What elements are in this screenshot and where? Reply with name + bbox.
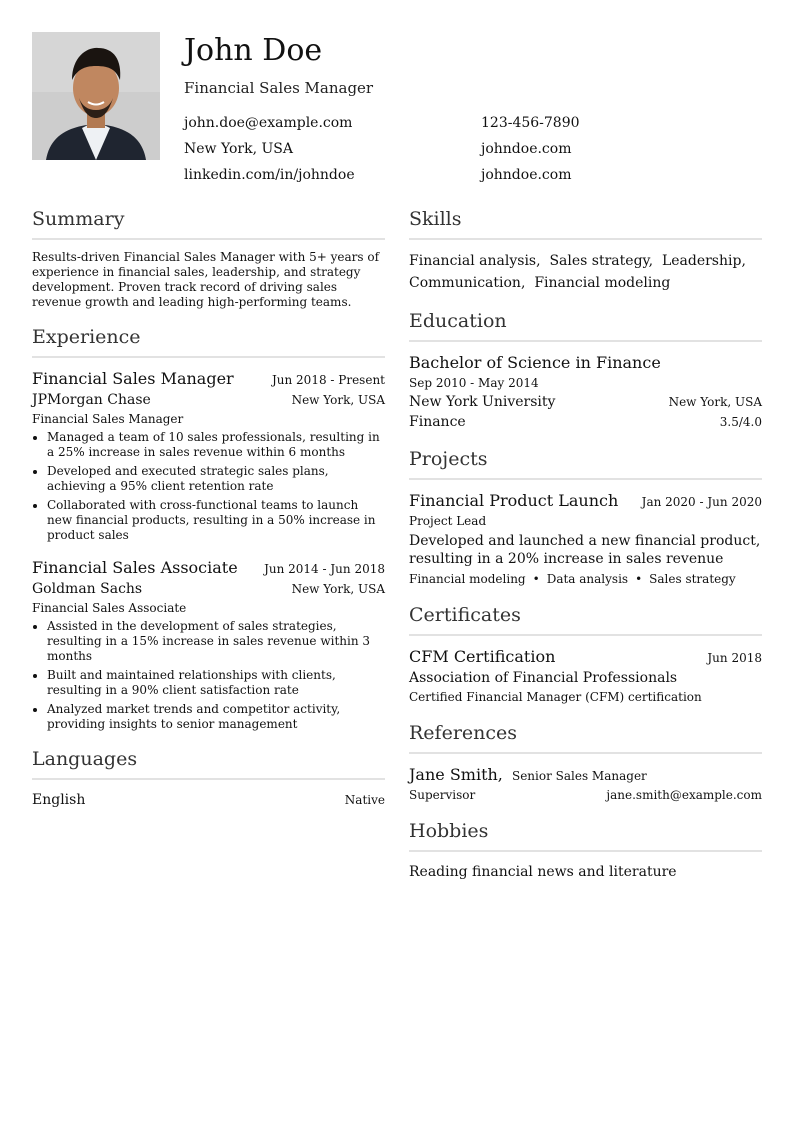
contact-website[interactable]: johndoe.com <box>481 141 572 157</box>
project-tags: Financial modeling • Data analysis • Sales strategy <box>409 572 736 586</box>
candidate-headline: Financial Sales Manager <box>184 79 374 97</box>
experience-location: New York, USA <box>291 393 385 407</box>
certificate-description: Certified Financial Manager (CFM) certification <box>409 690 702 704</box>
certificates-section <box>409 602 762 706</box>
experience-heading: Experience <box>32 324 385 358</box>
project-description: Developed and launched a new financial product, resulting in a 20% increase in sales revenue <box>409 533 761 567</box>
experience-position: Financial Sales Manager <box>32 369 234 388</box>
project-date: Jan 2020 - Jun 2020 <box>641 495 762 509</box>
project-tag: Data analysis <box>546 572 629 586</box>
experience-position: Financial Sales Associate <box>32 558 238 577</box>
avatar-illustration <box>32 32 160 160</box>
certificate-date: Jun 2018 <box>707 651 762 665</box>
hobbies-heading: Hobbies <box>409 818 762 852</box>
certificate-name: CFM Certification <box>409 647 556 666</box>
languages-section <box>32 746 385 810</box>
education-school: New York University <box>409 394 556 410</box>
certificate-issuer: Association of Financial Professionals <box>409 670 678 686</box>
reference-email[interactable]: jane.smith@example.com <box>606 788 762 802</box>
project-tag: Financial modeling <box>409 572 526 586</box>
experience-bullet: • Built and maintained relationships with clients, resulting in a 90% client satisfaction rate <box>47 668 385 698</box>
profile-photo <box>32 32 160 160</box>
references-section <box>409 720 762 804</box>
skill-item: Leadership <box>661 253 742 269</box>
skills-heading: Skills <box>409 206 762 240</box>
experience-bullets <box>32 619 385 732</box>
right-column <box>409 206 762 896</box>
education-gpa: 3.5/4.0 <box>719 415 762 429</box>
education-degree: Bachelor of Science in Finance <box>409 353 661 372</box>
reference-position: Senior Sales Manager <box>511 769 647 783</box>
projects-heading: Projects <box>409 446 762 480</box>
experience-bullet: • Analyzed market trends and competitor activity, providing insights to senior management <box>47 702 385 732</box>
experience-entry <box>32 557 385 732</box>
projects-section <box>409 446 762 588</box>
experience-date: Jun 2014 - Jun 2018 <box>264 562 385 576</box>
experience-entry <box>32 368 385 543</box>
skills-section <box>409 206 762 294</box>
experience-role: Financial Sales Associate <box>32 601 187 615</box>
education-heading: Education <box>409 308 762 342</box>
language-level: Native <box>344 793 385 807</box>
contact-website-secondary[interactable]: johndoe.com <box>481 167 572 183</box>
reference-name: Jane Smith, <box>409 765 503 784</box>
contact-phone[interactable]: 123-456-7890 <box>481 115 580 131</box>
contact-location: New York, USA <box>184 141 293 157</box>
experience-bullet: • Collaborated with cross-functional teams to launch new financial products, resulting in a 50% increase in product sales <box>47 498 385 543</box>
experience-date: Jun 2018 - Present <box>271 373 385 387</box>
project-tag: Sales strategy <box>649 572 736 586</box>
skill-item: Communication <box>409 275 521 291</box>
education-section <box>409 308 762 432</box>
hobbies-section <box>409 818 762 882</box>
contact-email[interactable]: john.doe@example.com <box>184 115 353 131</box>
skill-item: Sales strategy <box>549 253 649 269</box>
hobbies-text: Reading financial news and literature <box>409 864 677 880</box>
education-field: Finance <box>409 414 466 430</box>
project-name: Financial Product Launch <box>409 491 619 510</box>
language-name: English <box>32 792 86 808</box>
experience-company: JPMorgan Chase <box>32 392 151 408</box>
experience-section <box>32 324 385 732</box>
summary-section <box>32 206 385 310</box>
contact-linkedin[interactable]: linkedin.com/in/johndoe <box>184 167 355 183</box>
skill-item: Financial modeling <box>534 275 671 291</box>
experience-role: Financial Sales Manager <box>32 412 184 426</box>
reference-relation: Supervisor <box>409 788 476 802</box>
left-column <box>32 206 385 824</box>
skill-item: Financial analysis <box>409 253 537 269</box>
skills-list: Financial analysis, Sales strategy, Leadership, Communication, Financial modeling <box>409 253 746 291</box>
summary-text: Results-driven Financial Sales Manager with 5+ years of experience in financial sales, leadership, and strategy development. Proven track record of driving sales revenue growth and leading high-performing teams. <box>32 250 380 309</box>
experience-company: Goldman Sachs <box>32 581 143 597</box>
candidate-name: John Doe <box>184 33 323 68</box>
education-location: New York, USA <box>668 395 762 409</box>
summary-heading: Summary <box>32 206 385 240</box>
certificates-heading: Certificates <box>409 602 762 636</box>
references-heading: References <box>409 720 762 754</box>
experience-bullet: • Developed and executed strategic sales plans, achieving a 95% client retention rate <box>47 464 385 494</box>
project-role: Project Lead <box>409 514 487 528</box>
experience-bullet: • Assisted in the development of sales strategies, resulting in a 15% increase in sales revenue within 3 months <box>47 619 385 664</box>
languages-heading: Languages <box>32 746 385 780</box>
education-date: Sep 2010 - May 2014 <box>409 376 539 390</box>
language-item <box>32 790 385 810</box>
experience-bullet: • Managed a team of 10 sales professionals, resulting in a 25% increase in sales revenue within 6 months <box>47 430 385 460</box>
experience-location: New York, USA <box>291 582 385 596</box>
experience-bullets <box>32 430 385 543</box>
